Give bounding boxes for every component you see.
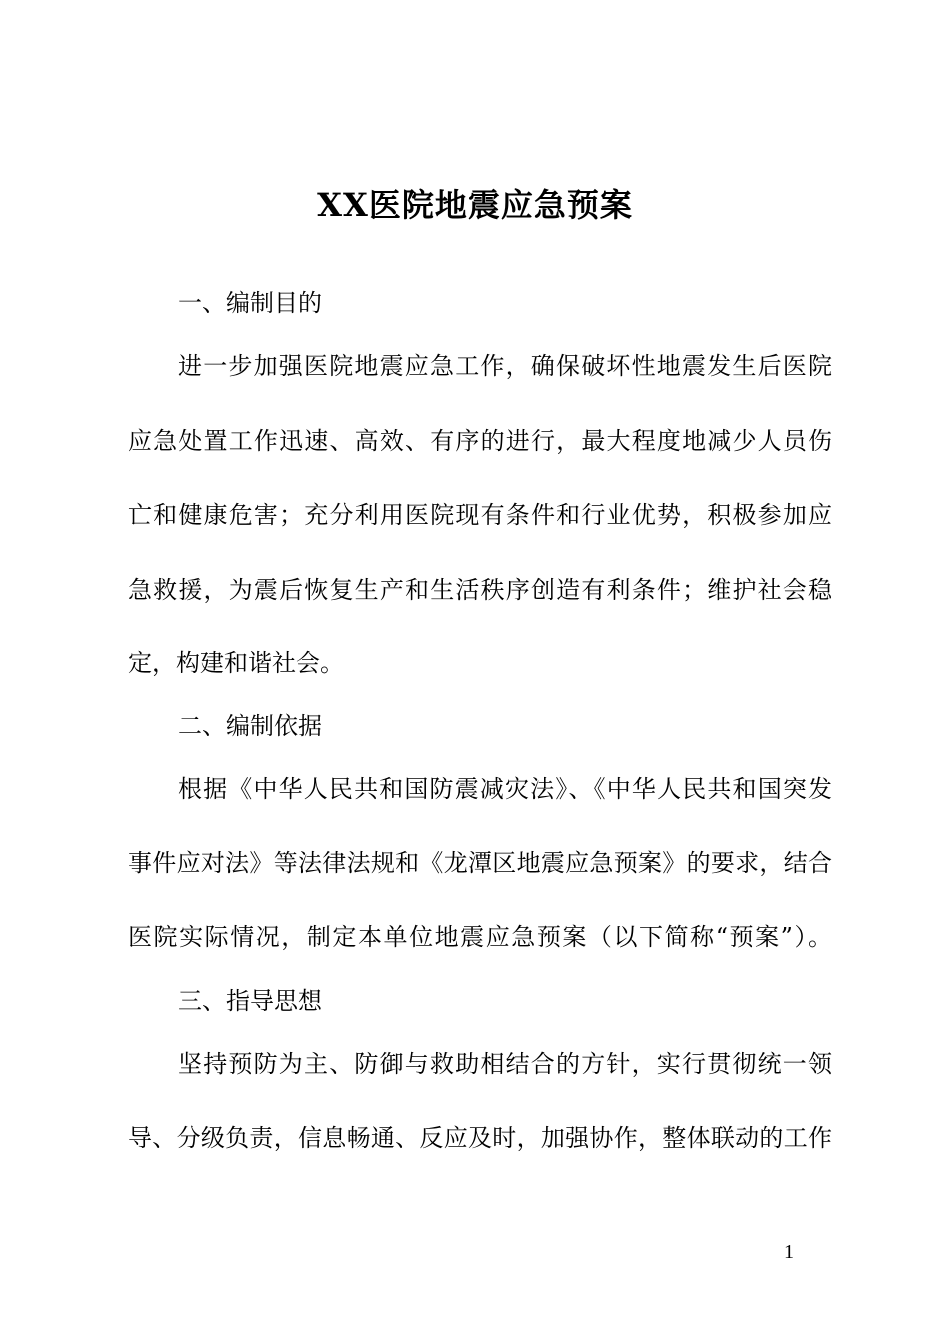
paragraph-line: 亡和健康危害；充分利用医院现有条件和行业优势，积极参加应 <box>128 501 832 529</box>
paragraph-line: 应急处置工作迅速、高效、有序的进行，最大程度地减少人员伤 <box>128 427 832 455</box>
paragraph-line: 坚持预防为主、防御与救助相结合的方针，实行贯彻统一领 <box>178 1050 832 1078</box>
paragraph-line: 急救援，为震后恢复生产和生活秩序创造有利条件；维护社会稳 <box>128 576 832 604</box>
paragraph-line: 根据《中华人民共和国防震减灾法》、《中华人民共和国突发 <box>178 775 832 803</box>
section-heading-basis: 二、编制依据 <box>178 712 322 740</box>
section-heading-purpose: 一、编制目的 <box>178 289 322 317</box>
paragraph-line: 事件应对法》等法律法规和《龙潭区地震应急预案》的要求，结合 <box>128 849 832 877</box>
paragraph-line: 导、分级负责，信息畅通、反应及时，加强协作，整体联动的工作 <box>128 1124 832 1152</box>
section-heading-guiding-thought: 三、指导思想 <box>178 987 322 1015</box>
page-number: 1 <box>784 1241 794 1263</box>
paragraph-line: 医院实际情况，制定本单位地震应急预案（以下简称“预案”）。 <box>128 923 832 951</box>
paragraph-line: 定，构建和谐社会。 <box>128 649 344 677</box>
paragraph-line: 进一步加强医院地震应急工作，确保破坏性地震发生后医院 <box>178 352 832 380</box>
document-title: XX医院地震应急预案 <box>317 186 633 224</box>
